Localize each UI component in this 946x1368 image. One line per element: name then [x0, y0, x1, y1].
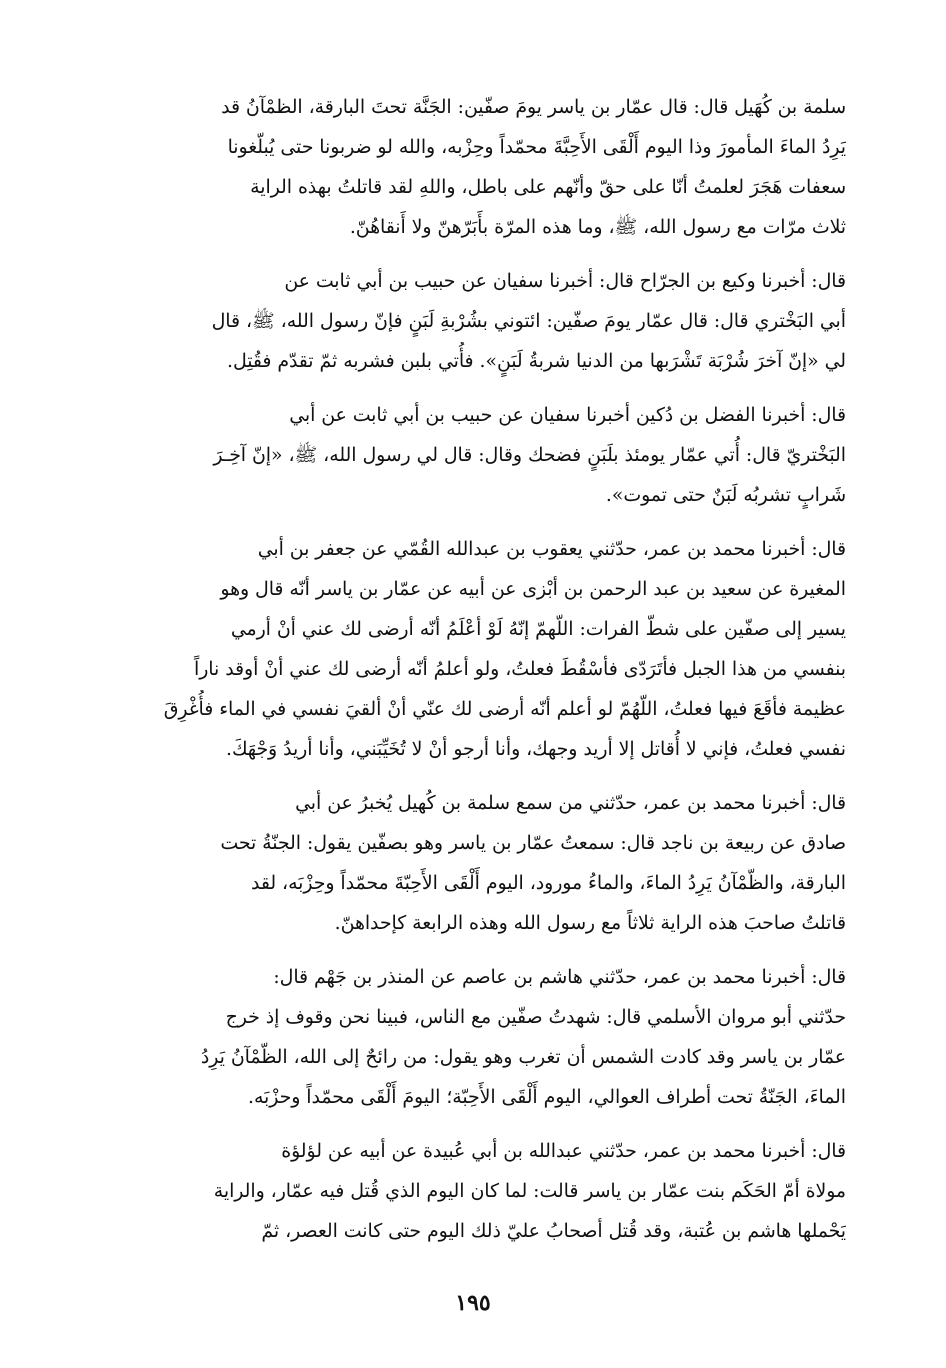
text-line: نفسي فعلتُ، فإني لا أُقاتل إلا أريد وجهك، وأنا أرجو أنْ لا تُخَيِّبَني، وأنا أريدُ وَجْهَكَ.: [225, 739, 846, 760]
text-line: يَحْملها هاشم بن عُتبة، وقد قُتل أصحابُ عليّ ذلك اليوم حتى كانت العصر، ثمّ: [261, 1221, 846, 1242]
text-line: صادق عن ربيعة بن ناجد قال: سمعتُ عمّار بن ياسر وهو بصفّين يقول: الجنّةُ تحت: [220, 833, 846, 854]
text-line: الماءَ، الجَنّةُ تحت أطراف العوالي، اليوم أَلْقَى الأَحِبّة؛ اليومَ أَلْقَى محمّداً وحزْبَه.: [248, 1087, 846, 1108]
paragraph-spacer: [88, 248, 846, 262]
paragraph-spacer: [88, 944, 846, 958]
text-line: قال: أخبرنا وكيع بن الجرّاح قال: أخبرنا سفيان عن حبيب بن أبي ثابت عن: [284, 271, 846, 292]
paragraph-5: [88, 784, 846, 944]
text-line: سلمة بن كُهَيل قال: قال عمّار بن ياسر يومَ صفّين: الجَنَّة تحتَ البارقة، الظمْآنُ قد: [221, 97, 846, 118]
text-line: قال: أخبرنا محمد بن عمر، حدّثني يعقوب بن عبدالله القُمّي عن جعفر بن أبي: [257, 539, 846, 560]
paragraph-6: [88, 958, 846, 1118]
text-line: البَخْتريّ قال: أُتي عمّار يومئذ بلَبَنٍ فضحك وقال: قال لي رسول الله، ﷺ، «إنّ آخِـرَ: [213, 445, 846, 466]
text-line: قال: أخبرنا محمد بن عمر، حدّثني من سمع سلمة بن كُهيل يُخبرُ عن أبي: [295, 793, 846, 814]
paragraph-spacer: [88, 516, 846, 530]
text-line: سعفات هَجَرَ لعلمتُ أنّا على حقّ وأنّهم على باطل، واللهِ لقد قاتلتُ بهذه الراية: [250, 177, 846, 198]
text-line: ثلاث مرّات مع رسول الله، ﷺ، وما هذه المرّة بأَبَرّهنّ ولا أَنقاهُنّ.: [349, 217, 846, 238]
text-line: مولاة أمّ الحَكَم بنت عمّار بن ياسر قالت: لما كان اليوم الذي قُتل فيه عمّار، والراية: [213, 1181, 846, 1202]
text-line: بنفسي من هذا الجبل فأتَرَدّى فأسْقُطَ فعلتُ، ولو أعلمُ أنّه أرضى لك عني أنْ أوقد ناراً: [193, 659, 846, 680]
text-line: لي «إنّ آخرَ شُرْبَة تَشْرَبها من الدنيا شربةُ لَبَنٍ». فأُتي بلبن فشربه ثمّ تقدّم فقُتِل.: [227, 351, 846, 372]
text-line: يسير إلى صفّين على شطّ الفرات: اللّهمّ إنّهُ لَوْ أعْلَمُ أنّه أرضى لك عني أنْ أرمي: [230, 619, 846, 640]
text-line: حدّثني أبو مروان الأسلمي قال: شهدتُ صفّين مع الناس، فبينا نحن وقوف إذ خرج: [225, 1007, 846, 1028]
text-line: قال: أخبرنا محمد بن عمر، حدّثني هاشم بن عاصم عن المنذر بن جَهْم قال:: [273, 967, 846, 988]
text-line: يَرِدُ الماءَ المأمورَ وذا اليوم أَلْقَى الأَحِبَّةَ محمّداً وحِزْبه، والله لو ضربونا حتى يُبلّغونا: [227, 137, 846, 158]
text-line: عمّار بن ياسر وقد كادت الشمس أن تغرب وهو يقول: من رائحٌ إلى الله، الظّمْآنُ يَرِدُ: [200, 1047, 846, 1068]
paragraph-spacer: [88, 1118, 846, 1132]
text-line: قال: أخبرنا محمد بن عمر، حدّثني عبدالله بن أبي عُبيدة عن أبيه عن لؤلؤة: [281, 1141, 846, 1162]
paragraph-4: [88, 530, 846, 770]
text-line: عظيمة فأقَعَ فيها فعلتُ، اللّهُمّ لو أعلم أنّه أرضى لك عنّي أنْ ألقيَ نفسي في الماء فأُغْرِقَ: [163, 699, 846, 720]
document-page: [88, 88, 846, 1288]
page-number: ١٩٥: [455, 1290, 491, 1316]
text-line: شَرابٍ تشربُه لَبَنٌ حتى تموت».: [605, 485, 846, 506]
text-line: أبي البَخْتري قال: قال عمّار يومَ صفّين: ائتوني بشُرْبةِ لَبَنٍ فإنّ رسول الله، ﷺ، قال: [211, 311, 846, 332]
text-line: قال: أخبرنا الفضل بن دُكين أخبرنا سفيان عن حبيب بن أبي ثابت عن أبي: [289, 405, 846, 426]
paragraph-spacer: [88, 382, 846, 396]
paragraph-2: [88, 262, 846, 382]
paragraph-3: [88, 396, 846, 516]
text-line: البارقة، والظّمْآنُ يَرِدُ الماءَ، والماءُ مورود، اليوم أَلْقَى الأَحِبّةَ محمّداً وحِزْبَه، لقد: [251, 873, 846, 894]
text-line: المغيرة عن سعيد بن عبد الرحمن بن أبْزى عن أبيه عن عمّار بن ياسر أنّه قال وهو: [220, 579, 846, 600]
paragraph-7: [88, 1132, 846, 1252]
text-line: قاتلتُ صاحبَ هذه الراية ثلاثاً مع رسول الله وهذه الرابعة كإحداهنّ.: [334, 913, 846, 934]
paragraph-1: [88, 88, 846, 248]
paragraph-spacer: [88, 770, 846, 784]
